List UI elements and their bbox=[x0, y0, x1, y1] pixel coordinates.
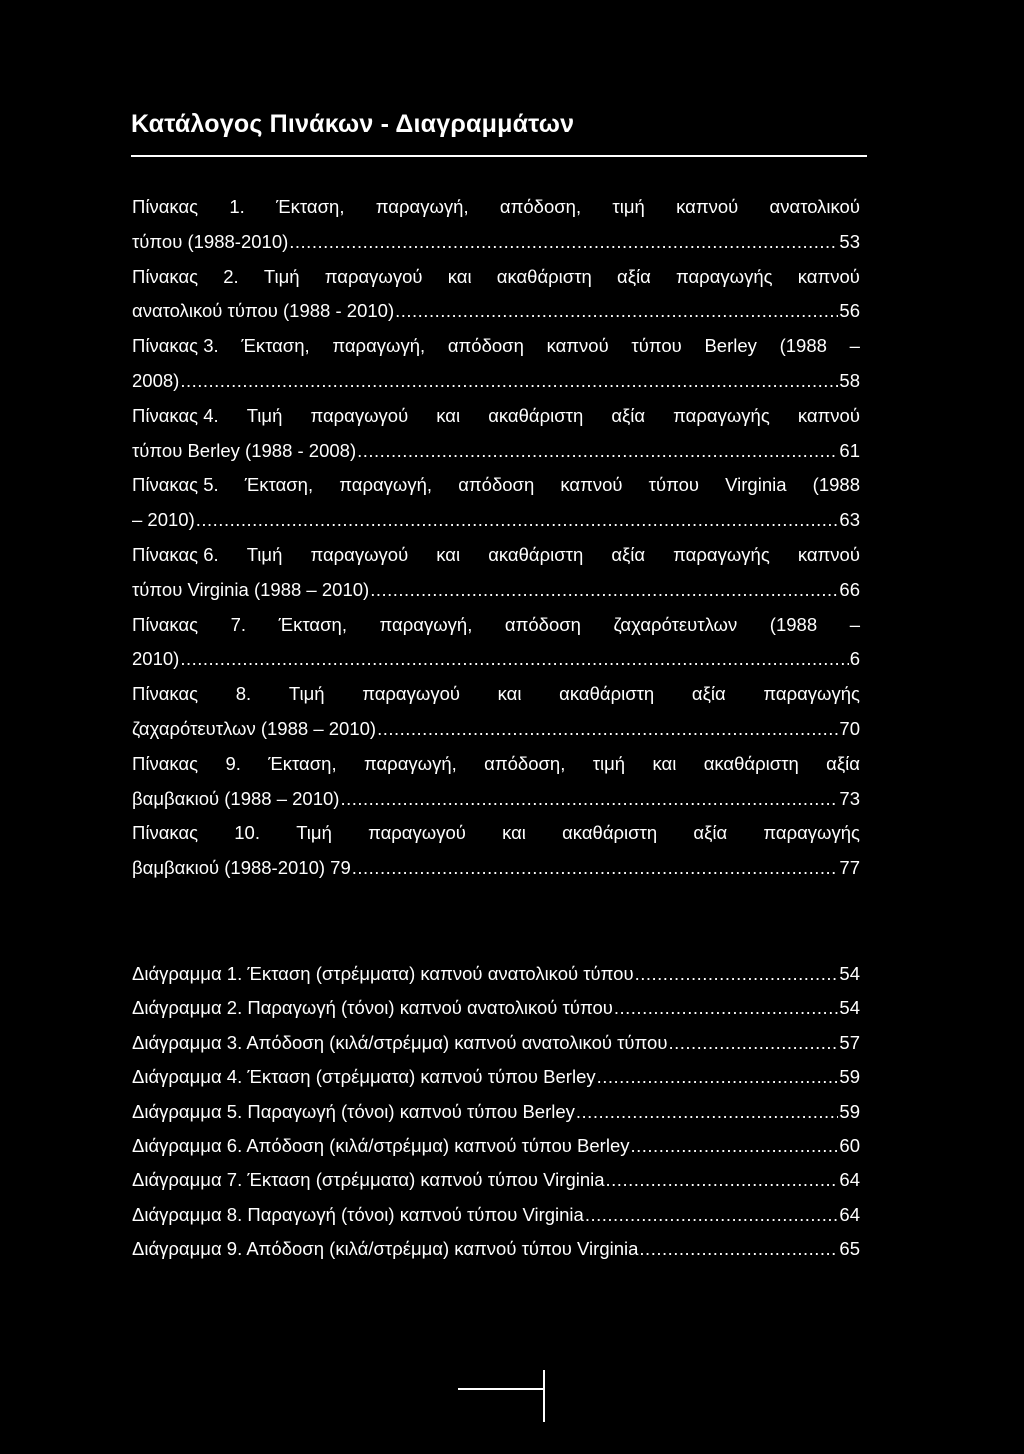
dot-leader bbox=[340, 782, 838, 817]
title-word: παραγωγής bbox=[673, 404, 770, 426]
dot-leader bbox=[180, 642, 848, 677]
dot-leader bbox=[289, 225, 838, 260]
diagram-entry[interactable] bbox=[132, 991, 860, 1025]
table-entry[interactable] bbox=[132, 747, 860, 817]
page-number: 73 bbox=[839, 787, 860, 809]
title-word: – bbox=[849, 613, 860, 635]
table-entry-title-line bbox=[132, 260, 860, 295]
title-word: (1988 bbox=[779, 335, 827, 357]
diagrams-list bbox=[132, 957, 860, 1267]
page-number: 64 bbox=[839, 1169, 860, 1191]
page-number: 57 bbox=[839, 1031, 860, 1053]
dot-leader bbox=[395, 294, 838, 329]
dot-leader bbox=[180, 364, 838, 399]
title-word: καπνού bbox=[560, 474, 623, 496]
table-entry-continuation-line bbox=[132, 434, 860, 469]
diagram-entry-label: Διάγραμμα 7. Έκταση (στρέμματα) καπνού τύπου Virginia bbox=[132, 1169, 605, 1191]
table-entry-continuation: βαμβακιού (1988 – 2010) bbox=[132, 787, 340, 809]
title-word: απόδοση bbox=[447, 335, 524, 357]
title-word: – bbox=[849, 335, 860, 357]
title-word: αξία bbox=[611, 543, 646, 565]
title-word: τύπου bbox=[631, 335, 682, 357]
title-word: καπνού bbox=[546, 335, 609, 357]
table-entry[interactable] bbox=[132, 468, 860, 538]
table-entry-title-line bbox=[132, 468, 860, 503]
table-entry-title-line bbox=[132, 677, 860, 712]
title-word: Τιμή bbox=[288, 683, 325, 705]
title-word: ακαθάριστη bbox=[488, 543, 584, 565]
page-number: 6 bbox=[849, 648, 860, 670]
title-word: Έκταση, bbox=[268, 752, 337, 774]
table-entry[interactable] bbox=[132, 677, 860, 747]
table-entry-continuation-line bbox=[132, 573, 860, 608]
title-word: παραγωγής bbox=[673, 543, 770, 565]
table-entry[interactable] bbox=[132, 538, 860, 608]
page-number: 59 bbox=[839, 1066, 860, 1088]
page-number: 66 bbox=[839, 578, 860, 600]
title-word: παραγωγή, bbox=[332, 335, 426, 357]
title-word: 9. bbox=[225, 752, 241, 774]
title-word: αξία bbox=[691, 683, 726, 705]
title-word: Έκταση, bbox=[244, 474, 314, 496]
title-word: αξία bbox=[611, 404, 646, 426]
title-word: Τιμή bbox=[296, 822, 332, 844]
title-word: Πίνακας 5. bbox=[132, 474, 219, 496]
page-title: Κατάλογος Πινάκων - Διαγραμμάτων bbox=[131, 110, 575, 138]
dot-leader bbox=[357, 434, 838, 469]
title-word: παραγωγή, bbox=[379, 613, 473, 635]
title-word: 2. bbox=[223, 265, 239, 287]
title-word: παραγωγού bbox=[368, 822, 466, 844]
table-entry-continuation: 2010) bbox=[132, 648, 180, 670]
diagram-entry[interactable] bbox=[132, 1095, 860, 1129]
title-word: καπνού bbox=[797, 265, 860, 287]
title-word: 7. bbox=[230, 613, 247, 635]
title-word: (1988 bbox=[769, 613, 818, 635]
title-word: Τιμή bbox=[263, 265, 300, 287]
page-number: 65 bbox=[839, 1238, 860, 1260]
title-word: παραγωγή, bbox=[363, 752, 457, 774]
title-word: Πίνακας 4. bbox=[132, 404, 219, 426]
table-entry-continuation-line bbox=[132, 851, 860, 886]
title-word: καπνού bbox=[676, 196, 739, 217]
table-entry-continuation-line bbox=[132, 782, 860, 817]
table-entry-title-line bbox=[132, 538, 860, 573]
table-entry-continuation: τύπου Virginia (1988 – 2010) bbox=[132, 578, 370, 600]
title-word: και bbox=[436, 543, 461, 565]
title-word: και bbox=[502, 822, 526, 844]
title-word: Berley bbox=[704, 335, 757, 357]
table-entry-title-line bbox=[132, 399, 860, 434]
table-entry-title-line bbox=[132, 747, 860, 782]
title-word: Πίνακας bbox=[132, 196, 199, 217]
table-entry-continuation: ζαχαρότευτλων (1988 – 2010) bbox=[132, 717, 377, 739]
table-entry[interactable] bbox=[132, 260, 860, 330]
dot-leader bbox=[614, 991, 839, 1025]
page-number: 56 bbox=[839, 300, 860, 322]
page-number: 63 bbox=[839, 509, 860, 531]
table-entry-title-line bbox=[132, 816, 860, 851]
title-word: Τιμή bbox=[246, 404, 283, 426]
title-word: παραγωγή, bbox=[339, 474, 433, 496]
table-entry[interactable] bbox=[132, 816, 860, 886]
title-word: Πίνακας 3. bbox=[132, 335, 219, 357]
title-word: Πίνακας 6. bbox=[132, 543, 219, 565]
table-entry-continuation-line bbox=[132, 225, 860, 260]
page-number: 60 bbox=[839, 1135, 860, 1157]
dot-leader bbox=[370, 573, 838, 608]
diagram-entry-label: Διάγραμμα 2. Παραγωγή (τόνοι) καπνού ανατολικού τύπου bbox=[132, 997, 613, 1019]
dot-leader bbox=[668, 1026, 838, 1060]
title-word: παραγωγή, bbox=[375, 196, 469, 217]
title-word: παραγωγής bbox=[763, 683, 860, 705]
title-word: παραγωγού bbox=[324, 265, 423, 287]
title-word: ακαθάριστη bbox=[496, 265, 592, 287]
diagram-entry-label: Διάγραμμα 8. Παραγωγή (τόνοι) καπνού τύπου Virginia bbox=[132, 1203, 584, 1225]
title-word: παραγωγής bbox=[763, 822, 860, 844]
title-word: ακαθάριστη bbox=[559, 683, 655, 705]
page-number: 61 bbox=[839, 439, 860, 461]
title-word: (1988 bbox=[812, 474, 860, 496]
title-word: απόδοση, bbox=[499, 196, 582, 217]
title-word: ανατολικού bbox=[769, 196, 860, 217]
table-entry-continuation-line bbox=[132, 642, 860, 677]
diagram-entry[interactable] bbox=[132, 1232, 860, 1266]
footer-bar bbox=[543, 1370, 545, 1422]
title-word: και bbox=[497, 683, 522, 705]
title-word: τιμή bbox=[592, 752, 626, 774]
table-entry-title-line bbox=[132, 608, 860, 643]
page-number: 53 bbox=[839, 230, 860, 252]
dot-leader bbox=[196, 503, 839, 538]
title-word: παραγωγού bbox=[362, 683, 460, 705]
table-entry-continuation-line bbox=[132, 294, 860, 329]
title-word: παραγωγής bbox=[675, 265, 773, 287]
page-number: 59 bbox=[839, 1100, 860, 1122]
table-entry-continuation-line bbox=[132, 712, 860, 747]
diagram-entry-label: Διάγραμμα 9. Απόδοση (κιλά/στρέμμα) καπνού τύπου Virginia bbox=[132, 1238, 639, 1260]
page-number: 77 bbox=[839, 857, 860, 879]
title-word: ακαθάριστη bbox=[703, 752, 799, 774]
title-word: ακαθάριστη bbox=[488, 404, 584, 426]
title-word: και bbox=[447, 265, 472, 287]
title-word: απόδοση bbox=[504, 613, 581, 635]
dot-leader bbox=[576, 1095, 839, 1129]
tables-list bbox=[132, 190, 860, 886]
title-word: καπνού bbox=[797, 543, 860, 565]
title-word: Πίνακας bbox=[132, 683, 199, 705]
table-entry[interactable] bbox=[132, 608, 860, 678]
title-word: 10. bbox=[234, 822, 260, 844]
table-entry-title-line bbox=[132, 329, 860, 364]
dot-leader bbox=[639, 1232, 838, 1266]
table-entry[interactable] bbox=[132, 190, 860, 260]
table-entry-continuation: ανατολικού τύπου (1988 - 2010) bbox=[132, 300, 395, 322]
title-word: τιμή bbox=[612, 196, 645, 217]
title-word: αξία bbox=[693, 822, 728, 844]
title-word: Πίνακας bbox=[132, 822, 199, 844]
page-number: 64 bbox=[839, 1203, 860, 1225]
dot-leader bbox=[606, 1163, 839, 1197]
title-word: απόδοση, bbox=[484, 752, 566, 774]
title-word: 1. bbox=[229, 196, 245, 217]
title-word: τύπου bbox=[648, 474, 700, 496]
title-word: Τιμή bbox=[246, 543, 283, 565]
title-word: αξία bbox=[826, 752, 860, 774]
title-word: παραγωγού bbox=[310, 543, 409, 565]
table-entry-continuation: βαμβακιού (1988-2010) 79 bbox=[132, 857, 351, 879]
table-entry-continuation: τύπου Berley (1988 - 2008) bbox=[132, 439, 357, 461]
title-word: και bbox=[652, 752, 677, 774]
table-entry-title-line bbox=[132, 190, 860, 225]
dot-leader bbox=[631, 1129, 839, 1163]
table-entry[interactable] bbox=[132, 399, 860, 469]
diagram-entry[interactable] bbox=[132, 1198, 860, 1232]
title-word: Έκταση, bbox=[241, 335, 310, 357]
dot-leader bbox=[352, 851, 839, 886]
title-word: ζαχαρότευτλων bbox=[613, 613, 738, 635]
title-word: καπνού bbox=[797, 404, 860, 426]
diagram-entry-label: Διάγραμμα 4. Έκταση (στρέμματα) καπνού τύπου Berley bbox=[132, 1066, 596, 1088]
table-entry-continuation-line bbox=[132, 503, 860, 538]
title-word: και bbox=[436, 404, 461, 426]
page-number: 70 bbox=[839, 717, 860, 739]
title-word: 8. bbox=[235, 683, 252, 705]
title-word: Πίνακας bbox=[132, 265, 199, 287]
diagram-entry[interactable] bbox=[132, 957, 860, 991]
title-word: Έκταση, bbox=[276, 196, 345, 217]
page-number: 58 bbox=[839, 369, 860, 391]
diagram-entry[interactable] bbox=[132, 1129, 860, 1163]
table-entry[interactable] bbox=[132, 329, 860, 399]
diagram-entry[interactable] bbox=[132, 1060, 860, 1094]
title-divider bbox=[131, 155, 867, 157]
dot-leader bbox=[585, 1198, 839, 1232]
title-word: παραγωγού bbox=[310, 404, 409, 426]
diagram-entry-label: Διάγραμμα 3. Απόδοση (κιλά/στρέμμα) καπνού ανατολικού τύπου bbox=[132, 1031, 668, 1053]
title-word: αξία bbox=[617, 265, 651, 287]
title-word: Έκταση, bbox=[278, 613, 347, 635]
table-entry-continuation-line bbox=[132, 364, 860, 399]
title-word: Πίνακας bbox=[132, 613, 199, 635]
diagram-entry[interactable] bbox=[132, 1163, 860, 1197]
page-number: 54 bbox=[839, 997, 860, 1019]
title-word: ακαθάριστη bbox=[562, 822, 658, 844]
dot-leader bbox=[597, 1060, 839, 1094]
table-entry-continuation: τύπου (1988-2010) bbox=[132, 230, 289, 252]
table-entry-continuation: 2008) bbox=[132, 369, 180, 391]
dot-leader bbox=[635, 957, 839, 991]
title-word: Virginia bbox=[725, 474, 787, 496]
diagram-entry-label: Διάγραμμα 1. Έκταση (στρέμματα) καπνού ανατολικού τύπου bbox=[132, 963, 634, 984]
page-number: 54 bbox=[839, 963, 860, 984]
diagram-entry[interactable] bbox=[132, 1026, 860, 1060]
dot-leader bbox=[377, 712, 838, 747]
diagram-entry-label: Διάγραμμα 5. Παραγωγή (τόνοι) καπνού τύπου Berley bbox=[132, 1100, 575, 1122]
title-word: απόδοση bbox=[458, 474, 535, 496]
table-entry-continuation: – 2010) bbox=[132, 509, 195, 531]
title-word: Πίνακας bbox=[132, 752, 199, 774]
diagram-entry-label: Διάγραμμα 6. Απόδοση (κιλά/στρέμμα) καπνού τύπου Berley bbox=[132, 1135, 630, 1157]
footer-line bbox=[458, 1388, 544, 1390]
